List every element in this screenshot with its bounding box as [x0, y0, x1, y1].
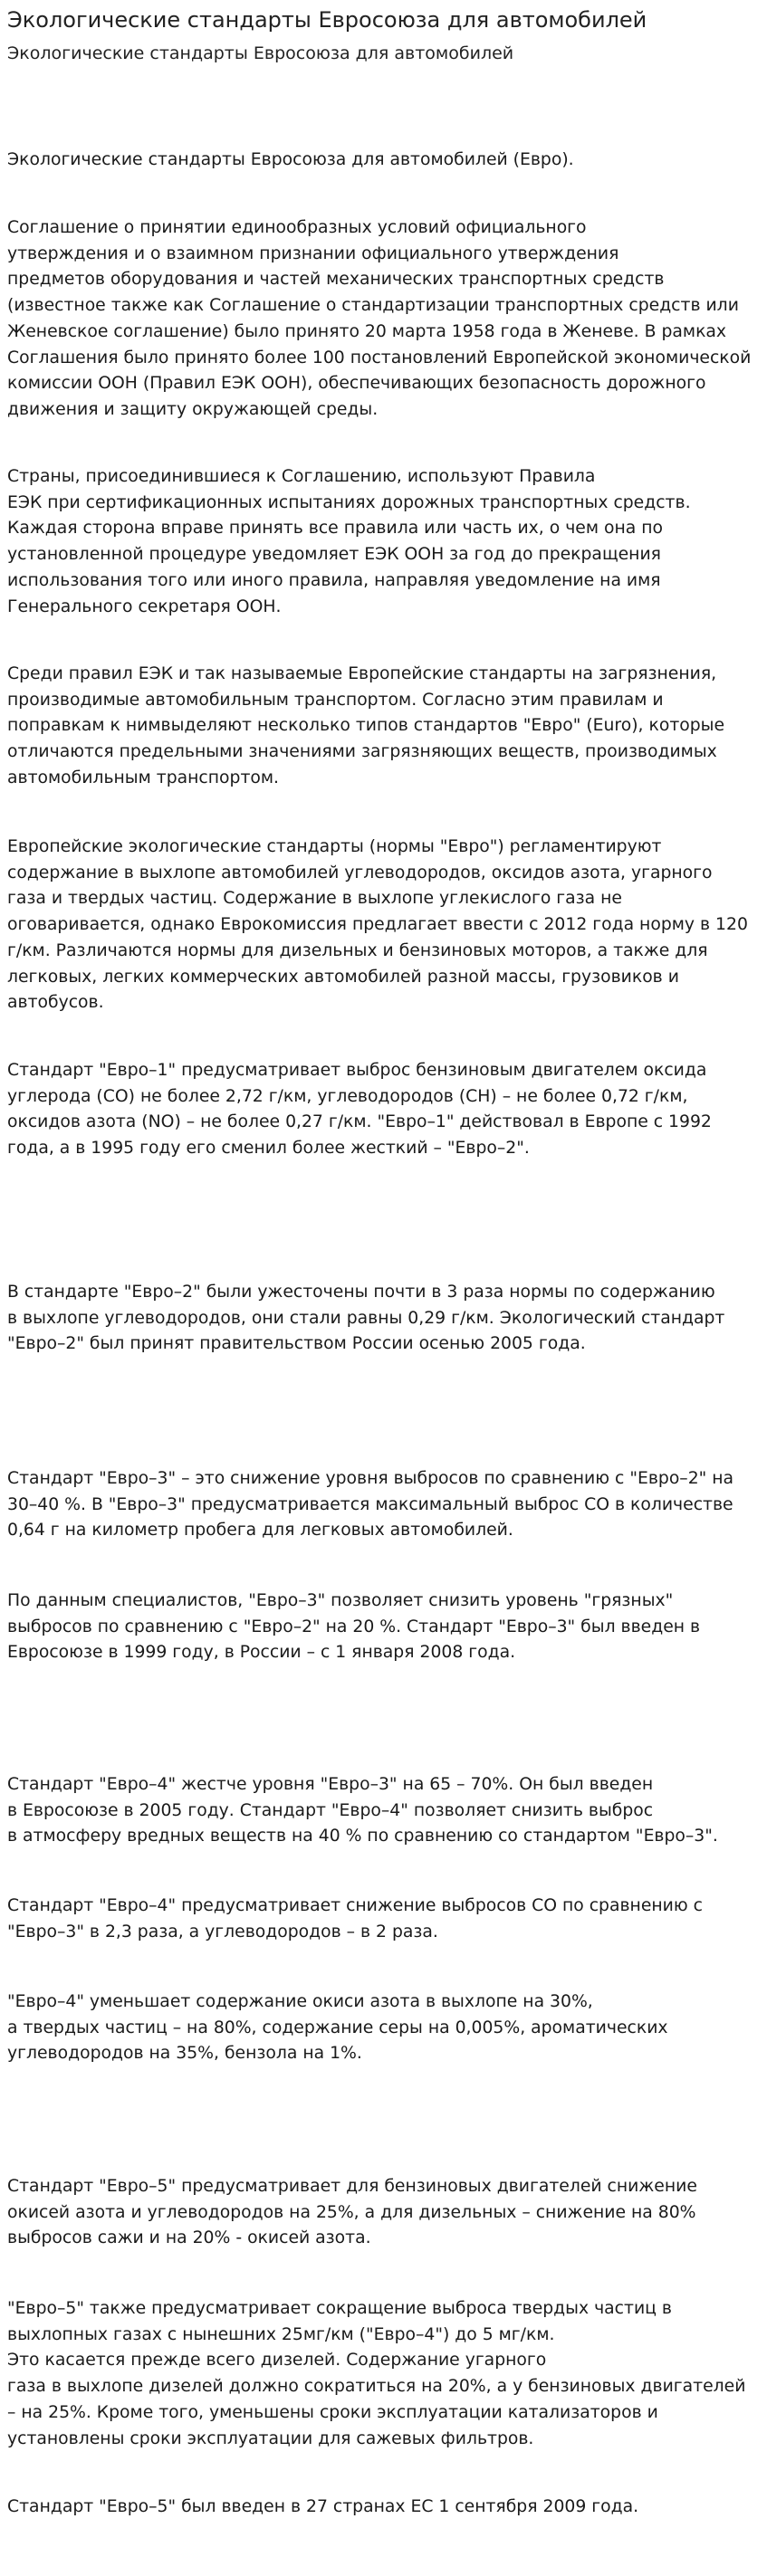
text-line: легковых, легких коммерческих автомобилей разной массы, грузовиков и	[7, 967, 679, 987]
paragraph-intro	[7, 148, 759, 174]
text-line: (известное также как Соглашение о стандартизации транспортных средств или	[7, 296, 739, 316]
text-line: Женевское соглашение) было принято 20 марта 1958 года в Женеве. В рамках	[7, 321, 727, 341]
text-line: углеводородов на 35%, бензола на 1%.	[7, 2044, 362, 2064]
text-line: В стандарте "Евро–2" были ужесточены почти в 3 раза нормы по содержанию	[7, 1283, 715, 1302]
text-line: ЕЭК при сертификационных испытаниях дорожных транспортных средств.	[7, 492, 691, 512]
text-line: производимые автомобильным транспортом. Согласно этим правилам и	[7, 690, 664, 710]
text-line: движения и защиту окружающей среды.	[7, 399, 379, 419]
text-line: "Евро–5" также предусматривает сокращение выброса твердых частиц в	[7, 2299, 672, 2318]
paragraph-euro-5-particles	[7, 2296, 759, 2452]
text-line: По данным специалистов, "Евро–3" позволяет снизить уровень "грязных"	[7, 1591, 674, 1610]
text-line: Генерального секретаря ООН.	[7, 596, 282, 616]
text-line: комиссии ООН (Правил ЕЭК ООН), обеспечивающих безопасность дорожного	[7, 374, 706, 394]
text-line: Стандарт "Евро–4" предусматривает снижение выбросов CO по сравнению с	[7, 1896, 703, 1915]
text-line: установлены сроки эксплуатации для сажевых фильтров.	[7, 2428, 534, 2448]
paragraph-euro-3	[7, 1466, 759, 1544]
text-line: Евросоюзе в 1999 году, в России – с 1 января 2008 года.	[7, 1643, 516, 1663]
text-line: Стандарт "Евро–4" жестче уровня "Евро–3" на 65 – 70%. Он был введен	[7, 1775, 654, 1794]
paragraph-euro-2	[7, 1280, 759, 1358]
text-line: отличаются предельными значениями загрязняющих веществ, производимых	[7, 742, 717, 762]
text-line: газа и твердых частиц. Содержание в выхлопе углекислого газа не	[7, 889, 622, 909]
paragraph-euro-5-introduced	[7, 2495, 759, 2521]
text-line: оксидов азота (NO) – не более 0,27 г/км. "Евро–1" действовал в Европе с 1992	[7, 1112, 712, 1132]
paragraph-euro-4-nox	[7, 1989, 759, 2067]
text-line: утверждения и о взаимном признании официального утверждения	[7, 243, 619, 263]
text-line: установленной процедуре уведомляет ЕЭК ООН за год до прекращения	[7, 545, 661, 565]
text-line: "Евро–4" уменьшает содержание окиси азота в выхлопе на 30%,	[7, 1992, 593, 2011]
paragraph-euro-norms	[7, 835, 759, 1016]
text-line: Это касается прежде всего дизелей. Содержание угарного	[7, 2351, 547, 2371]
text-line: 0,64 г на километр пробега для легковых автомобилей.	[7, 1521, 513, 1541]
text-line: Среди правил ЕЭК и так называемые Европейские стандарты на загрязнения,	[7, 664, 717, 683]
paragraph-euro-3-effect	[7, 1589, 759, 1666]
text-line: Стандарт "Евро–5" был введен в 27 странах ЕС 1 сентября 2009 года.	[7, 2497, 639, 2516]
text-line: Стандарт "Евро–5" предусматривает для бензиновых двигателей снижение	[7, 2177, 697, 2196]
text-line: 30–40 %. В "Евро–3" предусматривается максимальный выброс CO в количестве	[7, 1494, 733, 1514]
text-line: Стандарт "Евро–1" предусматривает выброс бензиновым двигателем оксида	[7, 1061, 707, 1080]
text-line: г/км. Различаются нормы для дизельных и бензиновых моторов, а также для	[7, 940, 708, 960]
paragraph-euro-1	[7, 1058, 759, 1162]
text-line: предметов оборудования и частей механических транспортных средств	[7, 270, 665, 290]
paragraph-euro-5	[7, 2174, 759, 2252]
paragraph-euro-4	[7, 1772, 759, 1850]
text-line: газа в выхлопе дизелей должно сократиться на 20%, а у бензиновых двигателей	[7, 2377, 746, 2397]
paragraph-euro-4-co	[7, 1894, 759, 1945]
text-line: года, а в 1995 году его сменил более жесткий – "Евро–2".	[7, 1139, 530, 1159]
text-line: Каждая сторона вправе принять все правила или часть их, о чем она по	[7, 519, 664, 539]
text-line: Соглашения было принято более 100 постановлений Европейской экономической	[7, 348, 752, 367]
text-line: поправкам к нимвыделяют несколько типов стандартов "Евро" (Euro), которые	[7, 716, 725, 736]
text-line: выхлопных газах с нынешних 25мг/км ("Евро–4") до 5 мг/км.	[7, 2324, 555, 2344]
text-line: оговаривается, однако Еврокомиссия предлагает ввести с 2012 года норму в 120	[7, 915, 748, 935]
text-line: Страны, присоединившиеся к Соглашению, используют Правила	[7, 467, 596, 486]
text-line: выбросов сажи и на 20% - окисей азота.	[7, 2228, 371, 2248]
text-line: Европейские экологические стандарты (нормы "Евро") регламентируют	[7, 837, 662, 856]
text-line: "Евро–2" был принят правительством России осенью 2005 года.	[7, 1334, 586, 1354]
page-title: Экологические стандарты Евросоюза для автомобилей	[7, 7, 647, 33]
text-line: выбросов по сравнению с "Евро–2" на 20 %. Стандарт "Евро–3" был введен в	[7, 1617, 701, 1636]
paragraph-agreement	[7, 215, 759, 424]
text-line: в Евросоюзе в 2005 году. Стандарт "Евро–4" позволяет снизить выброс	[7, 1800, 654, 1820]
text-line: в выхлопе углеводородов, они стали равны 0,29 г/км. Экологический стандарт	[7, 1308, 725, 1328]
text-line: использования того или иного правила, направляя уведомление на имя	[7, 570, 661, 590]
text-line: автобусов.	[7, 993, 104, 1013]
text-line: в атмосферу вредных веществ на 40 % по сравнению со стандартом "Евро–3".	[7, 1827, 718, 1846]
text-line: окисей азота и углеводородов на 25%, а для дизельных – снижение на 80%	[7, 2202, 696, 2222]
text-line: автомобильным транспортом.	[7, 768, 280, 787]
text-line: содержание в выхлопе автомобилей углеводородов, оксидов азота, угарного	[7, 863, 713, 883]
page-subtitle: Экологические стандарты Евросоюза для автомобилей	[7, 43, 514, 63]
text-line: "Евро–3" в 2,3 раза, а углеводородов – в 2 раза.	[7, 1922, 438, 1942]
text-line: Экологические стандарты Евросоюза для автомобилей (Евро).	[7, 150, 574, 169]
paragraph-countries	[7, 464, 759, 620]
paragraph-euro-types	[7, 662, 759, 792]
text-line: Соглашение о принятии единообразных условий официального	[7, 218, 587, 237]
text-line: Стандарт "Евро–3" – это снижение уровня выбросов по сравнению с "Евро–2" на	[7, 1469, 734, 1488]
text-line: углерода (CO) не более 2,72 г/км, углеводородов (CH) – не более 0,72 г/км,	[7, 1086, 688, 1106]
text-line: – на 25%. Кроме того, уменьшены сроки эксплуатации катализаторов и	[7, 2402, 658, 2422]
text-line: а твердых частиц – на 80%, содержание серы на 0,005%, ароматических	[7, 2018, 668, 2037]
